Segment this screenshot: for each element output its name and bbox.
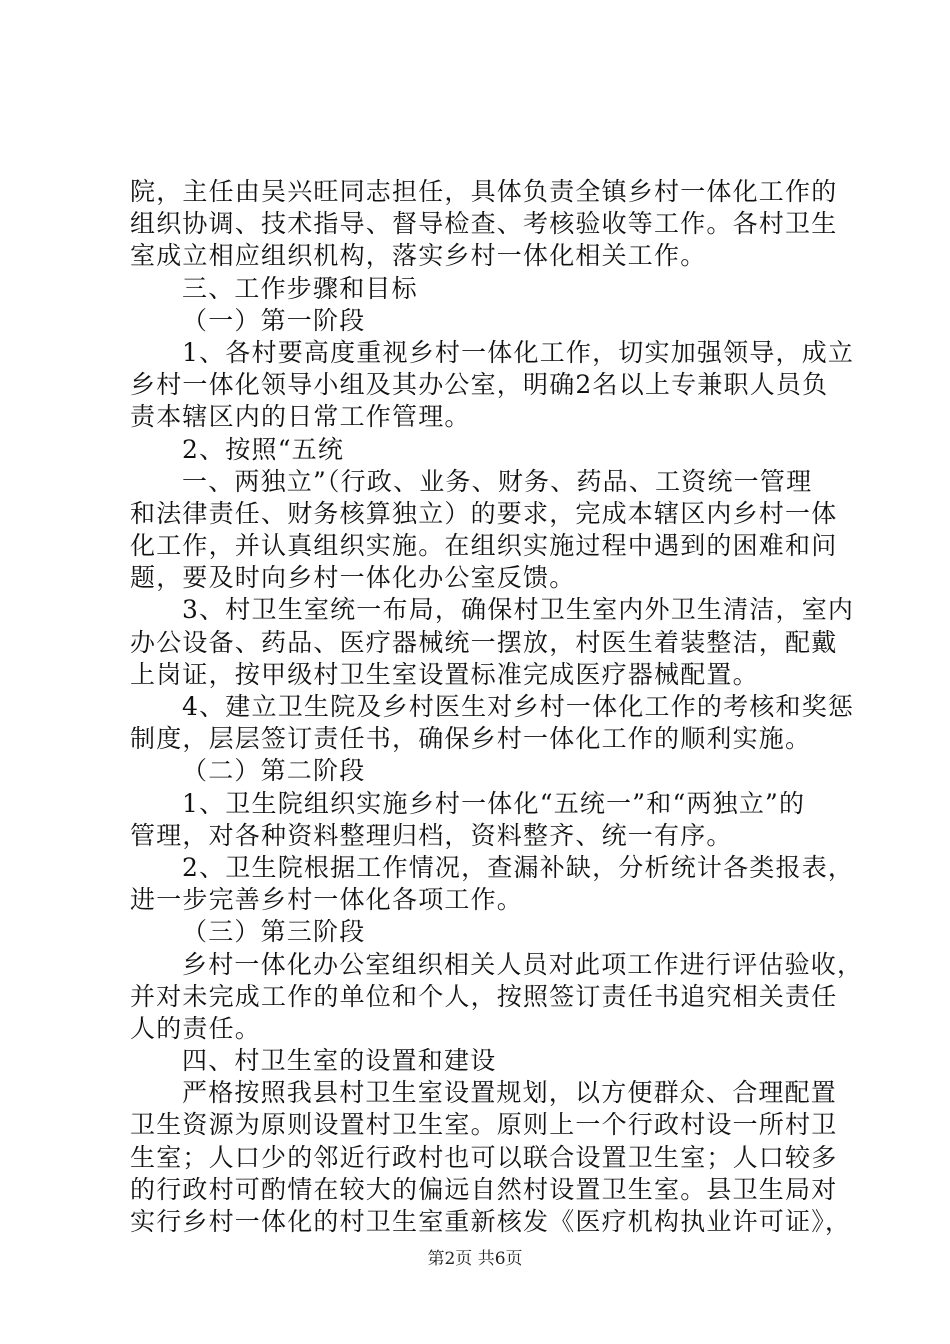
text-line: 责本辖区内的日常工作管理。 (130, 402, 471, 432)
text-line: 办公设备、药品、医疗器械统一摆放，村医生着装整洁，配戴 (130, 627, 838, 657)
text-line: （三）第三阶段 (182, 917, 366, 947)
text-line: 四、村卫生室的设置和建设 (182, 1046, 497, 1076)
text-line: 上岗证，按甲级村卫生室设置标准完成医疗器械配置。 (130, 659, 759, 689)
text-line: 化工作，并认真组织实施。在组织实施过程中遇到的困难和问 (130, 531, 838, 561)
text-line: 3、村卫生室统一布局，确保村卫生室内外卫生清洁，室内 (182, 595, 855, 625)
text-line: 卫生资源为原则设置村卫生室。原则上一个行政村设一所村卫 (130, 1110, 838, 1140)
text-line: （二）第二阶段 (182, 756, 366, 786)
text-line: 4、建立卫生院及乡村医生对乡村一体化工作的考核和奖惩 (182, 692, 855, 721)
text-line: 的行政村可酌情在较大的偏远自然村设置卫生室。县卫生局对 (130, 1174, 838, 1204)
text-line: 1、卫生院组织实施乡村一体化“五统一”和“两独立”的 (182, 788, 806, 818)
text-line: （一）第一阶段 (182, 305, 366, 335)
text-line: 制度，层层签订责任书，确保乡村一体化工作的顺利实施。 (130, 724, 812, 754)
document-body (130, 176, 864, 1238)
text-line: 2、卫生院根据工作情况，查漏补缺，分析统计各类报表， (182, 852, 855, 882)
page-footer (0, 1244, 950, 1269)
text-line: 人的责任。 (130, 1013, 262, 1043)
text-line: 院，主任由吴兴旺同志担任，具体负责全镇乡村一体化工作的 (130, 177, 838, 206)
text-line: 1、各村要高度重视乡村一体化工作，切实加强领导，成立 (182, 337, 855, 367)
text-line: 严格按照我县村卫生室设置规划，以方便群众、合理配置 (182, 1078, 838, 1108)
text-line: 乡村一体化办公室组织相关人员对此项工作进行评估验收， (182, 949, 864, 979)
page-number: 第2页 共6页 (427, 1249, 523, 1269)
text-line: 管理，对各种资料整理归档，资料整齐、统一有序。 (130, 820, 733, 850)
text-line: 乡村一体化领导小组及其办公室，明确2名以上专兼职人员负 (130, 370, 829, 400)
text-line: 2、按照“五统 (182, 434, 345, 464)
text-line: 题，要及时向乡村一体化办公室反馈。 (130, 563, 576, 593)
text-line: 和法律责任、财务核算独立）的要求，完成本辖区内乡村一体 (130, 498, 838, 528)
text-line: 组织协调、技术指导、督导检查、考核验收等工作。各村卫生 (130, 209, 838, 239)
text-line: 实行乡村一体化的村卫生室重新核发《医疗机构执业许可证》， (130, 1207, 852, 1236)
text-line: 三、工作步骤和目标 (182, 273, 418, 303)
text-line: 室成立相应组织机构，落实乡村一体化相关工作。 (130, 241, 707, 271)
text-line: 生室；人口少的邻近行政村也可以联合设置卫生室；人口较多 (130, 1142, 838, 1172)
text-line: 并对未完成工作的单位和个人，按照签订责任书追究相关责任 (130, 981, 838, 1011)
text-line: 一、两独立”（行政、业务、财务、药品、工资统一管理 (182, 466, 813, 496)
text-line: 进一步完善乡村一体化各项工作。 (130, 885, 524, 915)
